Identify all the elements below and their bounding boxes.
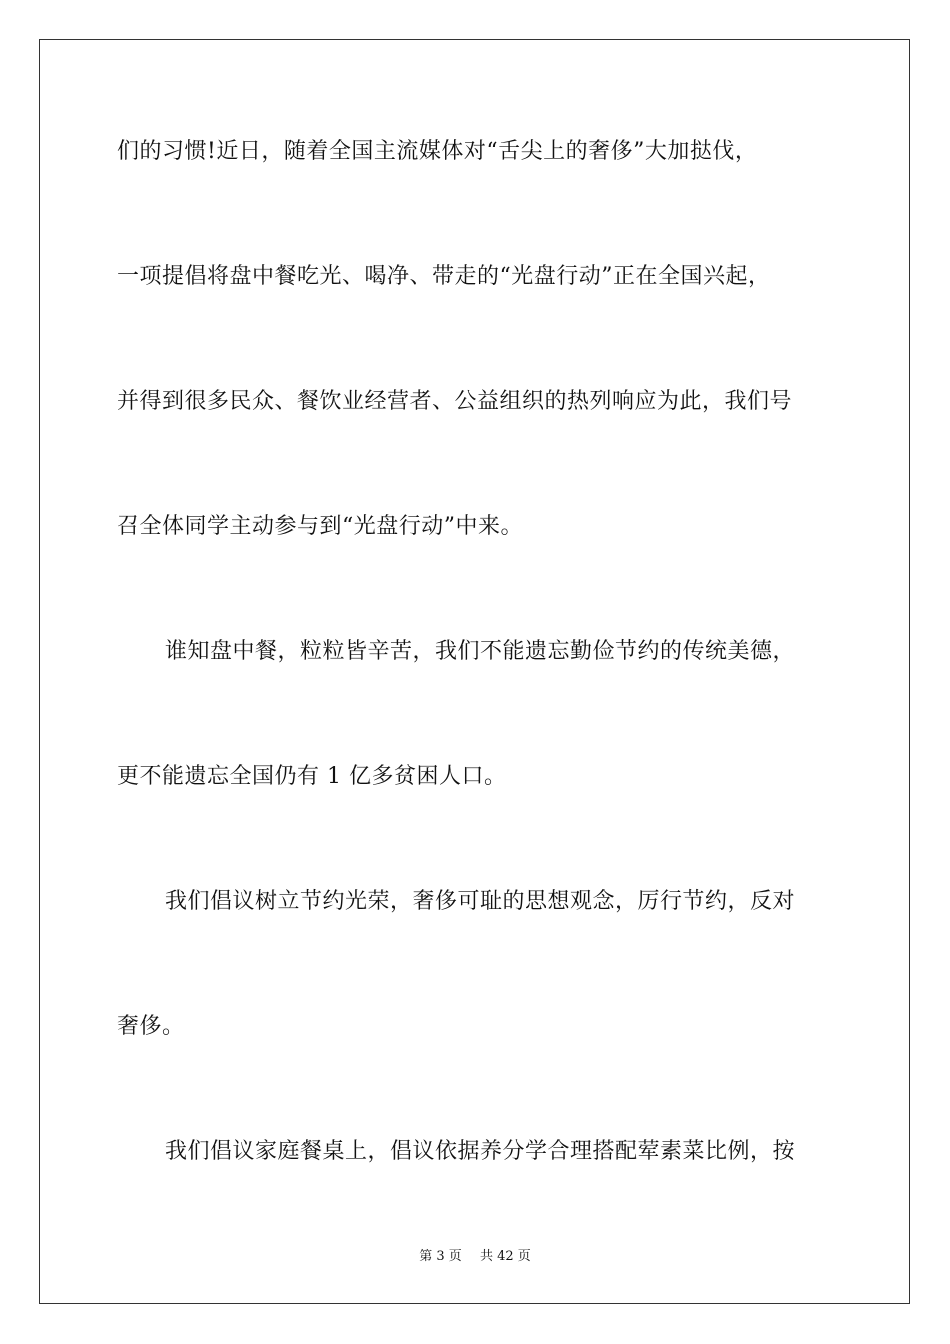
paragraph-start-3: 我们倡议家庭餐桌上，倡议依据养分学合理搭配荤素菜比例，按: [165, 1139, 796, 1164]
text-line-4: 召全体同学主动参与到“光盘行动”中来。: [117, 514, 523, 539]
paragraph-start-2: 我们倡议树立节约光荣，奢侈可耻的思想观念，厉行节约，反对: [165, 889, 796, 914]
page-border: [39, 39, 910, 1304]
page-total: 共 42 页: [479, 1249, 531, 1264]
page-number: 第 3 页: [419, 1249, 462, 1264]
text-line-6: 更不能遗忘全国仍有 1 亿多贫困人口。: [117, 764, 507, 789]
text-line-8: 奢侈。: [117, 1014, 185, 1039]
text-line-1: 们的习惯!近日，随着全国主流媒体对“舌尖上的奢侈”大加挞伐，: [117, 139, 758, 164]
text-line-3: 并得到很多民众、餐饮业经营者、公益组织的热列响应为此，我们号: [117, 389, 793, 414]
paragraph-start-1: 谁知盘中餐，粒粒皆辛苦，我们不能遗忘勤俭节约的传统美德，: [165, 639, 796, 664]
page-footer: [0, 1248, 950, 1266]
text-line-2: 一项提倡将盘中餐吃光、喝净、带走的“光盘行动”正在全国兴起，: [117, 264, 771, 289]
